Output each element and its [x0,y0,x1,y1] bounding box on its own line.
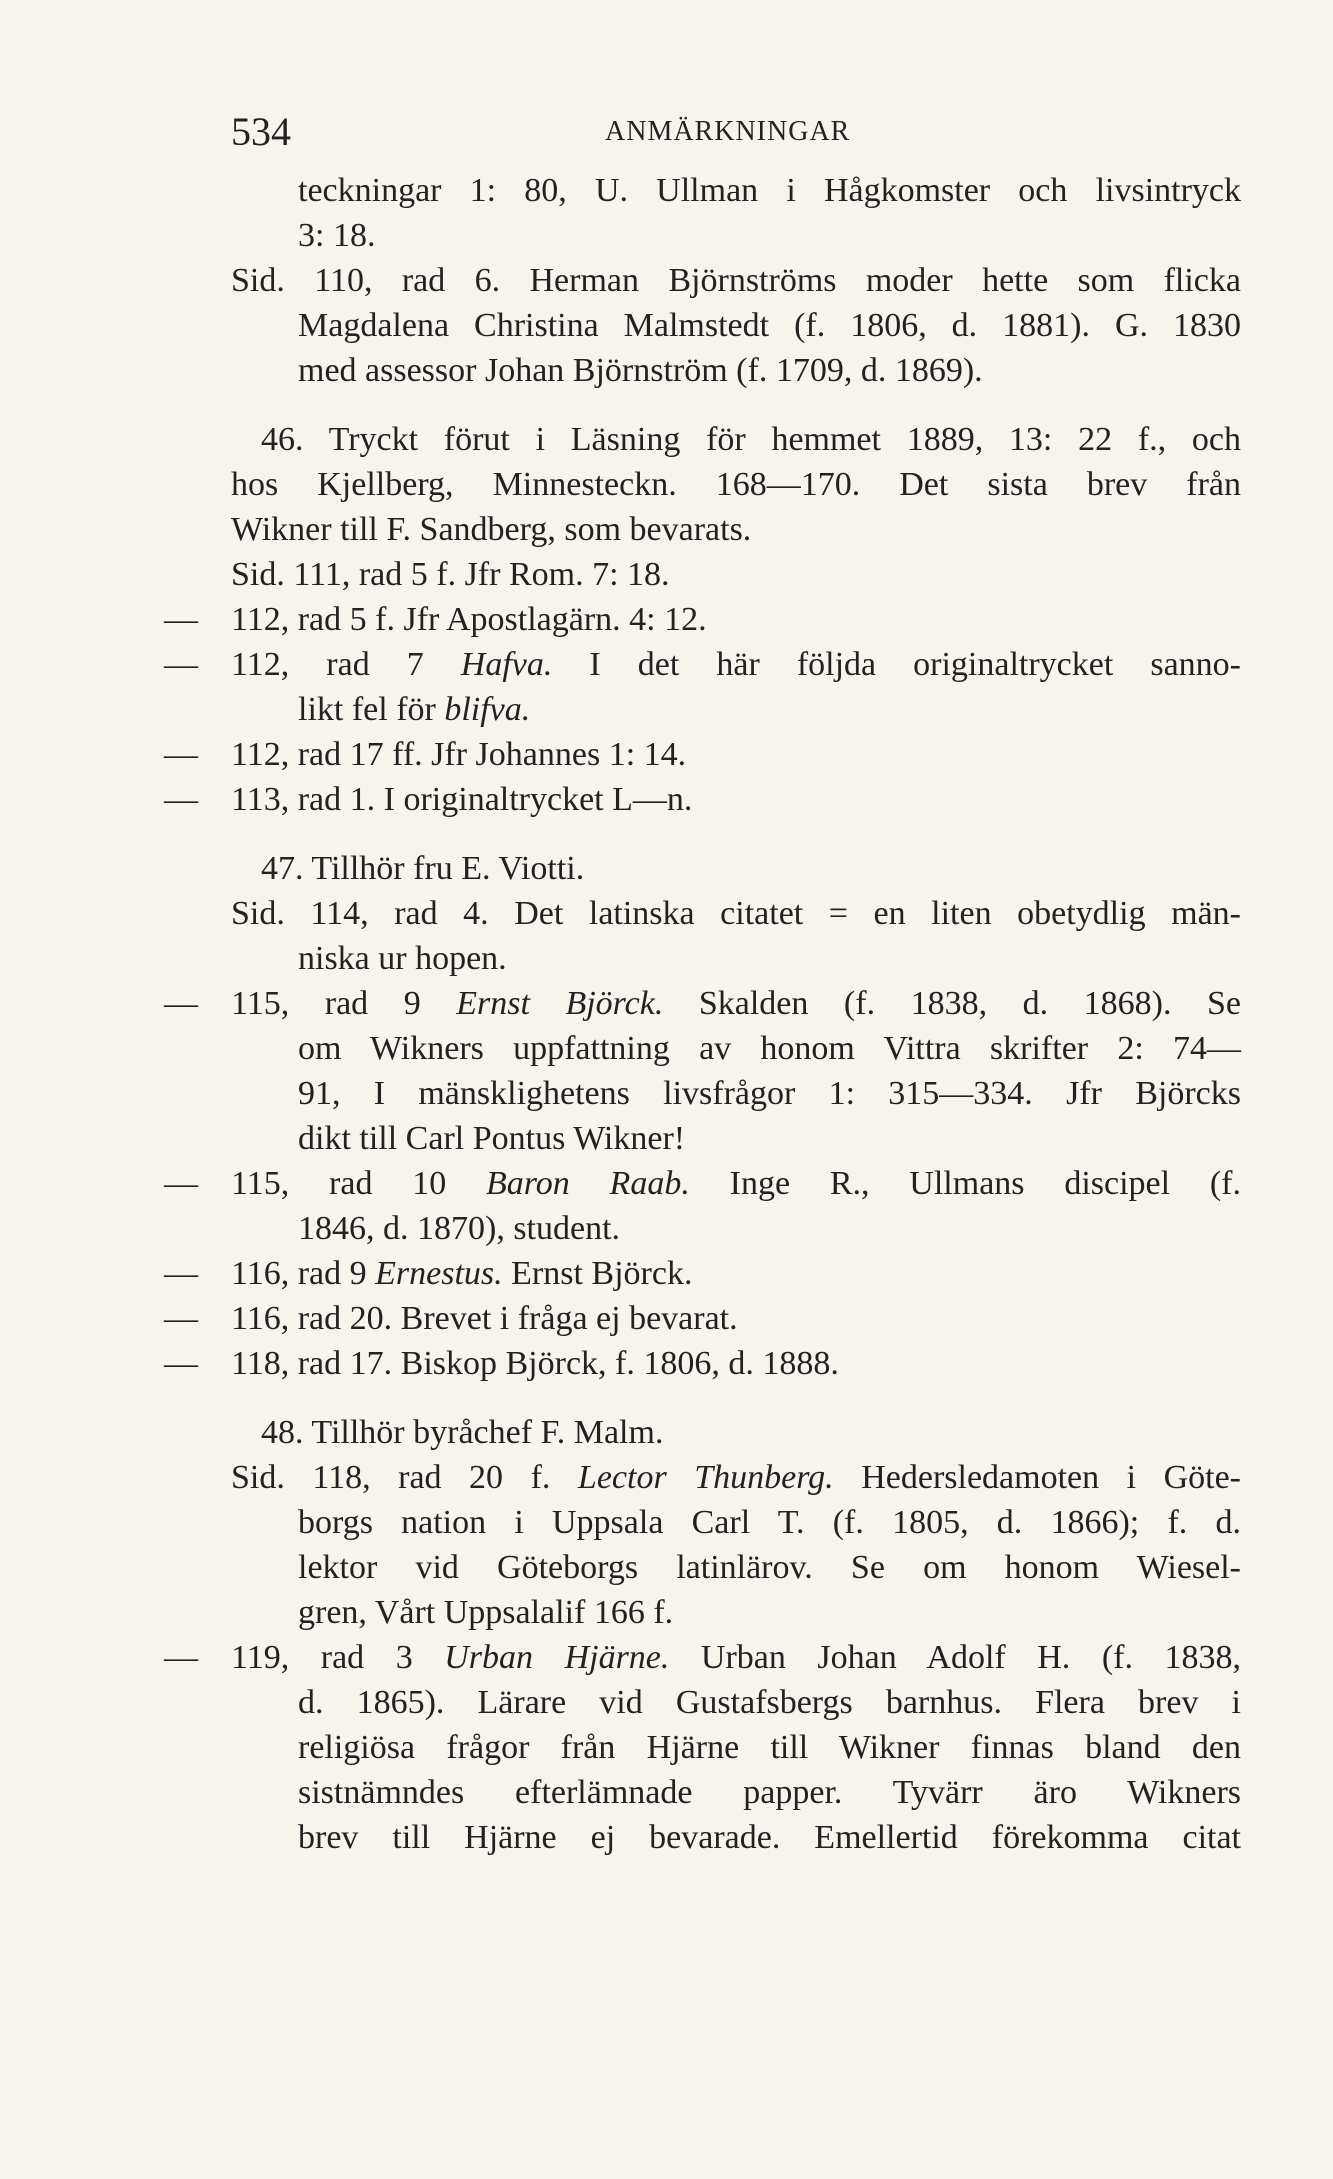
italic-quote: Hafva. [460,646,553,683]
text-line [164,777,1241,822]
line-text: 112, rad 17 ff. Jfr Johannes 1: 14. [231,736,687,773]
line-text: 115, rad 9 [231,985,457,1022]
italic-quote: Ernestus. [375,1255,503,1292]
line-text: 112, rad 5 f. Jfr Apostlagärn. 4: 12. [231,601,707,638]
line-text: Sid. 111, rad 5 f. Jfr Rom. 7: 18. [231,556,670,593]
text-line [164,1296,1241,1341]
line-text: 113, rad 1. I originaltrycket L—n. [231,781,693,818]
text-line [164,1341,1241,1386]
line-text: 112, rad 7 [231,646,461,683]
text-line [231,1815,1241,1860]
paragraph-gap [231,393,1241,417]
line-text: Wikner till F. Sandberg, som bevarats. [231,511,752,548]
line-text: 116, rad 9 [231,1255,376,1292]
paragraph-gap [231,822,1241,846]
text-line [231,1116,1241,1161]
line-text: 48. Tillhör byråchef F. Malm. [261,1414,664,1451]
text-line [164,1635,1241,1680]
line-text: lektor vid Göteborgs latinlärov. Se om honom Wiesel- [298,1549,1241,1586]
italic-quote: blifva. [444,691,531,728]
line-text-tail: I det här följda originaltrycket sanno- [552,646,1241,683]
text-line [231,552,1241,597]
text-line [231,1410,1241,1455]
line-text: dikt till Carl Pontus Wikner! [298,1120,686,1157]
italic-quote: Lector Thunberg. [577,1459,834,1496]
line-text-tail: Skalden (f. 1838, d. 1868). Se [663,985,1242,1022]
line-text: med assessor Johan Björnström (f. 1709, d. 1869). [298,352,983,389]
text-line [164,1251,1241,1296]
line-text: 91, I mänsklighetens livsfrågor 1: 315—334. Jfr Björcks [298,1075,1241,1112]
text-line [231,687,1241,732]
text-line [231,1500,1241,1545]
line-text: borgs nation i Uppsala Carl T. (f. 1805, d. 1866); f. d. [298,1504,1241,1541]
text-line [231,507,1241,552]
text-line [231,1590,1241,1635]
text-line [231,891,1241,936]
line-text: religiösa frågor från Hjärne till Wikner finnas bland den [298,1729,1241,1766]
line-text-tail: Urban Johan Adolf H. (f. 1838, [669,1639,1242,1676]
running-head: ANMÄRKNINGAR [605,116,851,147]
ditto-dash: — [164,646,198,683]
ditto-dash: — [164,1639,198,1676]
text-line [231,303,1241,348]
text-line [164,642,1241,687]
line-text: sistnämndes efterlämnade papper. Tyvärr äro Wikners [298,1774,1241,1811]
text-line [164,981,1241,1026]
text-line [231,846,1241,891]
page-header [231,108,1241,158]
ditto-dash: — [164,601,198,638]
line-text: niska ur hopen. [298,940,507,977]
notes-text [164,168,1242,1860]
line-text: 1846, d. 1870), student. [298,1210,621,1247]
text-line [164,1161,1241,1206]
line-text: hos Kjellberg, Minnesteckn. 168—170. Det sista brev från [231,466,1241,503]
text-line [231,462,1241,507]
page-number: 534 [231,109,291,154]
line-text: 119, rad 3 [231,1639,445,1676]
text-line [164,732,1241,777]
text-line [231,417,1241,462]
italic-quote: Baron Raab. [486,1165,690,1202]
line-text: 118, rad 17. Biskop Björck, f. 1806, d. 1888. [231,1345,839,1382]
text-line [231,258,1241,303]
line-text-tail: Inge R., Ullmans discipel (f. [689,1165,1242,1202]
text-line [231,348,1241,393]
paragraph-gap [231,1386,1241,1410]
line-text-tail: Hedersledamoten i Göte- [833,1459,1241,1496]
ditto-dash: — [164,1300,198,1337]
line-text: om Wikners uppfattning av honom Vittra skrifter 2: 74— [298,1030,1241,1067]
line-text: brev till Hjärne ej bevarade. Emellertid förekomma citat [298,1819,1241,1856]
text-line [231,1206,1241,1251]
line-text: Sid. 118, rad 20 f. [231,1459,578,1496]
text-line [231,1071,1241,1116]
line-text: 116, rad 20. Brevet i fråga ej bevarat. [231,1300,738,1337]
text-line [231,1026,1241,1071]
line-text: 115, rad 10 [231,1165,487,1202]
text-line [164,597,1241,642]
italic-quote: Ernst Björck. [456,985,664,1022]
line-text: likt fel för [298,691,445,728]
text-line [231,936,1241,981]
ditto-dash: — [164,736,198,773]
line-text: Sid. 110, rad 6. Herman Björnströms moder hette som flicka [231,262,1241,299]
line-text-tail: Ernst Björck. [502,1255,693,1292]
line-text: 47. Tillhör fru E. Viotti. [261,850,585,887]
line-text: d. 1865). Lärare vid Gustafsbergs barnhus. Flera brev i [298,1684,1241,1721]
line-text: 3: 18. [298,217,376,254]
line-text: teckningar 1: 80, U. Ullman i Hågkomster och livsintryck [298,172,1241,209]
text-line [231,1680,1241,1725]
line-text: Magdalena Christina Malmstedt (f. 1806, d. 1881). G. 1830 [298,307,1241,344]
ditto-dash: — [164,781,198,818]
ditto-dash: — [164,1165,198,1202]
text-line [231,1770,1241,1815]
ditto-dash: — [164,1255,198,1292]
line-text: Sid. 114, rad 4. Det latinska citatet = en liten obetydlig män- [231,895,1241,932]
text-line [231,1545,1241,1590]
line-text: 46. Tryckt förut i Läsning för hemmet 1889, 13: 22 f., och [261,421,1241,458]
text-line [231,1725,1241,1770]
text-line [231,168,1241,213]
text-line [231,1455,1241,1500]
line-text: gren, Vårt Uppsalalif 166 f. [298,1594,674,1631]
text-line [231,213,1241,258]
italic-quote: Urban Hjärne. [444,1639,670,1676]
ditto-dash: — [164,985,198,1022]
ditto-dash: — [164,1345,198,1382]
